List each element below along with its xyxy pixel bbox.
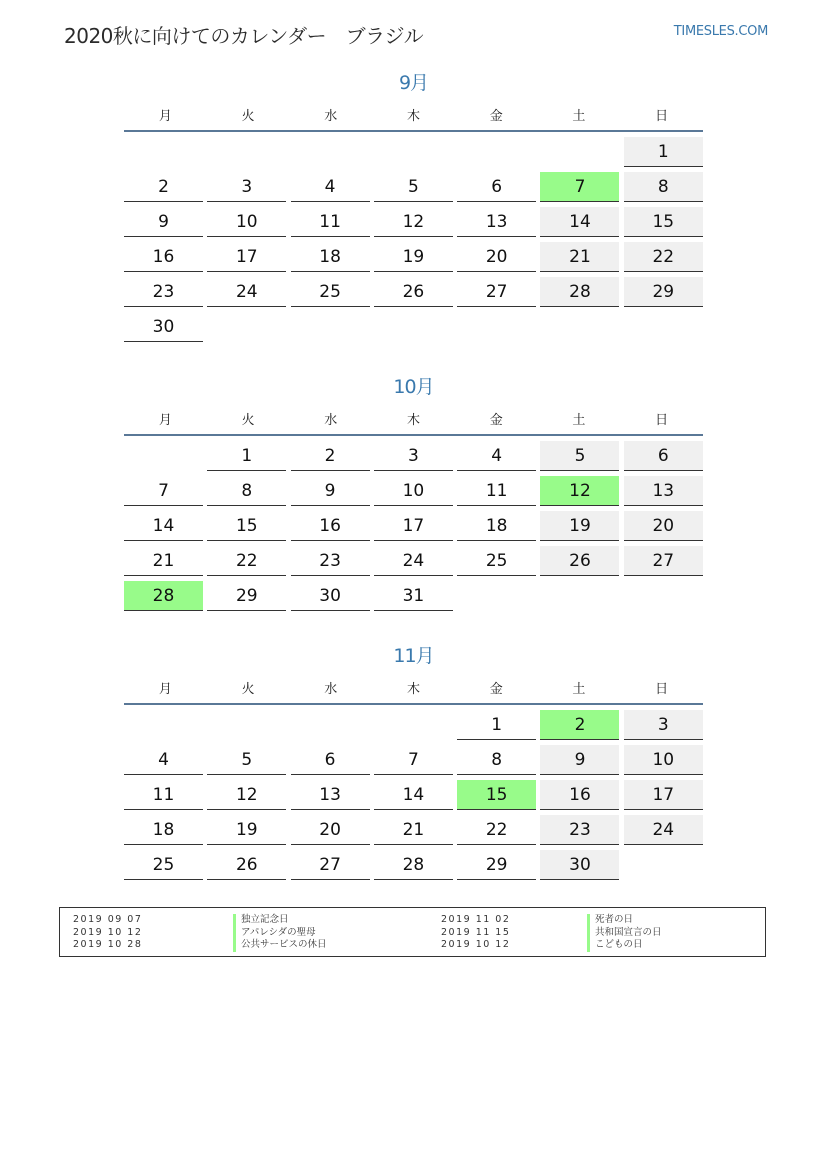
- day-cell: 20: [457, 242, 536, 272]
- weekday-label: 金: [489, 681, 503, 697]
- day-cell: 31: [374, 581, 453, 611]
- day-cell: 18: [457, 511, 536, 541]
- day-cell: 25: [124, 850, 203, 880]
- holiday-day-cell: 12: [540, 476, 619, 506]
- day-cell: 7: [374, 745, 453, 775]
- legend-holiday-name: 公共サービスの休日: [233, 939, 327, 952]
- empty-cell: [540, 137, 619, 167]
- legend-date: 2019 11 02: [441, 914, 511, 925]
- weekday-label: 月: [158, 108, 172, 124]
- day-cell: 27: [291, 850, 370, 880]
- day-cell: 8: [207, 476, 286, 506]
- day-cell: 30: [124, 312, 203, 342]
- weekday-label: 土: [572, 412, 586, 428]
- day-cell: 23: [291, 546, 370, 576]
- day-cell: 11: [457, 476, 536, 506]
- month-title: 11月: [393, 645, 434, 667]
- day-cell: 15: [207, 511, 286, 541]
- weekday-header: [124, 98, 703, 130]
- empty-cell: [291, 137, 370, 167]
- day-cell: 24: [374, 546, 453, 576]
- day-cell: 16: [291, 511, 370, 541]
- day-cell: 4: [124, 745, 203, 775]
- legend-holiday-name: 死者の日: [587, 914, 633, 927]
- empty-cell: [374, 137, 453, 167]
- day-cell: 18: [291, 242, 370, 272]
- weekday-label: 火: [241, 108, 255, 124]
- legend-date: 2019 10 12: [73, 926, 143, 938]
- weekday-label: 水: [324, 681, 338, 697]
- day-cell: 4: [291, 172, 370, 202]
- day-cell: 16: [124, 242, 203, 272]
- day-cell: 26: [207, 850, 286, 880]
- weekday-label: 水: [324, 108, 338, 124]
- day-cell: 6: [457, 172, 536, 202]
- weekday-label: 日: [655, 681, 669, 697]
- day-cell: 14: [374, 780, 453, 810]
- day-cell: 20: [291, 815, 370, 845]
- day-cell: 24: [207, 277, 286, 307]
- day-cell: 26: [540, 546, 619, 576]
- empty-cell: [457, 137, 536, 167]
- day-cell: 12: [374, 207, 453, 237]
- day-cell: 27: [624, 546, 703, 576]
- weekday-label: 火: [241, 681, 255, 697]
- month-title: 10月: [393, 376, 434, 398]
- day-cell: 21: [540, 242, 619, 272]
- day-cell: 19: [207, 815, 286, 845]
- day-cell: 25: [457, 546, 536, 576]
- day-cell: 14: [124, 511, 203, 541]
- day-cell: 4: [457, 441, 536, 471]
- day-grid: [124, 137, 703, 342]
- page-title: 2020秋に向けてのカレンダー ブラジル: [64, 24, 424, 48]
- weekday-label: 木: [406, 681, 420, 697]
- day-cell: 29: [624, 277, 703, 307]
- holiday-day-cell: 28: [124, 581, 203, 611]
- day-cell: 21: [374, 815, 453, 845]
- holiday-legend: [59, 907, 766, 957]
- day-grid: [124, 710, 703, 880]
- holiday-day-cell: 2: [540, 710, 619, 740]
- day-cell: 13: [457, 207, 536, 237]
- day-grid: [124, 441, 703, 611]
- day-cell: 6: [624, 441, 703, 471]
- day-cell: 8: [624, 172, 703, 202]
- day-cell: 10: [624, 745, 703, 775]
- day-cell: 13: [291, 780, 370, 810]
- day-cell: 24: [624, 815, 703, 845]
- legend-holiday-name: こどもの日: [587, 939, 643, 952]
- day-cell: 9: [124, 207, 203, 237]
- day-cell: 3: [374, 441, 453, 471]
- day-cell: 18: [124, 815, 203, 845]
- empty-cell: [124, 441, 203, 471]
- weekday-label: 金: [489, 412, 503, 428]
- day-cell: 1: [624, 137, 703, 167]
- header-rule: [124, 434, 703, 436]
- header-rule: [124, 703, 703, 705]
- day-cell: 10: [207, 207, 286, 237]
- day-cell: 6: [291, 745, 370, 775]
- empty-cell: [207, 710, 286, 740]
- weekday-label: 木: [406, 108, 420, 124]
- weekday-label: 月: [158, 681, 172, 697]
- weekday-label: 土: [572, 108, 586, 124]
- weekday-label: 日: [655, 108, 669, 124]
- day-cell: 5: [374, 172, 453, 202]
- empty-cell: [291, 710, 370, 740]
- day-cell: 15: [624, 207, 703, 237]
- weekday-label: 金: [489, 108, 503, 124]
- day-cell: 17: [207, 242, 286, 272]
- legend-date: 2019 11 15: [441, 926, 511, 938]
- day-cell: 22: [207, 546, 286, 576]
- day-cell: 1: [457, 710, 536, 740]
- day-cell: 13: [624, 476, 703, 506]
- empty-cell: [124, 137, 203, 167]
- day-cell: 22: [457, 815, 536, 845]
- day-cell: 3: [207, 172, 286, 202]
- month-title: 9月: [398, 72, 429, 94]
- day-cell: 23: [124, 277, 203, 307]
- day-cell: 2: [291, 441, 370, 471]
- legend-holiday-name: アパレシダの聖母: [233, 927, 316, 940]
- brand-link[interactable]: TIMESLES.COM: [673, 24, 768, 39]
- day-cell: 21: [124, 546, 203, 576]
- weekday-label: 月: [158, 412, 172, 428]
- holiday-day-cell: 15: [457, 780, 536, 810]
- day-cell: 5: [207, 745, 286, 775]
- day-cell: 30: [540, 850, 619, 880]
- day-cell: 1: [207, 441, 286, 471]
- day-cell: 14: [540, 207, 619, 237]
- day-cell: 19: [374, 242, 453, 272]
- legend-date: 2019 10 28: [73, 939, 143, 950]
- legend-holiday-name: 共和国宣言の日: [587, 927, 662, 940]
- weekday-label: 水: [324, 412, 338, 428]
- legend-holiday-name: 独立記念日: [233, 914, 289, 927]
- legend-date: 2019 09 07: [73, 914, 143, 925]
- day-cell: 9: [291, 476, 370, 506]
- weekday-header: [124, 671, 703, 703]
- day-cell: 5: [540, 441, 619, 471]
- day-cell: 30: [291, 581, 370, 611]
- day-cell: 8: [457, 745, 536, 775]
- day-cell: 28: [540, 277, 619, 307]
- day-cell: 3: [624, 710, 703, 740]
- day-cell: 23: [540, 815, 619, 845]
- day-cell: 9: [540, 745, 619, 775]
- empty-cell: [207, 137, 286, 167]
- day-cell: 17: [374, 511, 453, 541]
- month-september: [124, 68, 703, 342]
- day-cell: 29: [207, 581, 286, 611]
- day-cell: 12: [207, 780, 286, 810]
- day-cell: 28: [374, 850, 453, 880]
- day-cell: 20: [624, 511, 703, 541]
- weekday-label: 火: [241, 412, 255, 428]
- day-cell: 29: [457, 850, 536, 880]
- month-october: [124, 372, 703, 611]
- month-november: [124, 641, 703, 880]
- day-cell: 22: [624, 242, 703, 272]
- empty-cell: [374, 710, 453, 740]
- day-cell: 11: [124, 780, 203, 810]
- day-cell: 17: [624, 780, 703, 810]
- weekday-header: [124, 402, 703, 434]
- header-rule: [124, 130, 703, 132]
- day-cell: 10: [374, 476, 453, 506]
- day-cell: 25: [291, 277, 370, 307]
- day-cell: 2: [124, 172, 203, 202]
- weekday-label: 土: [572, 681, 586, 697]
- day-cell: 16: [540, 780, 619, 810]
- day-cell: 7: [124, 476, 203, 506]
- day-cell: 11: [291, 207, 370, 237]
- day-cell: 19: [540, 511, 619, 541]
- legend-date: 2019 10 12: [441, 939, 511, 950]
- holiday-day-cell: 7: [540, 172, 619, 202]
- weekday-label: 日: [655, 412, 669, 428]
- weekday-label: 木: [406, 412, 420, 428]
- empty-cell: [124, 710, 203, 740]
- day-cell: 26: [374, 277, 453, 307]
- day-cell: 27: [457, 277, 536, 307]
